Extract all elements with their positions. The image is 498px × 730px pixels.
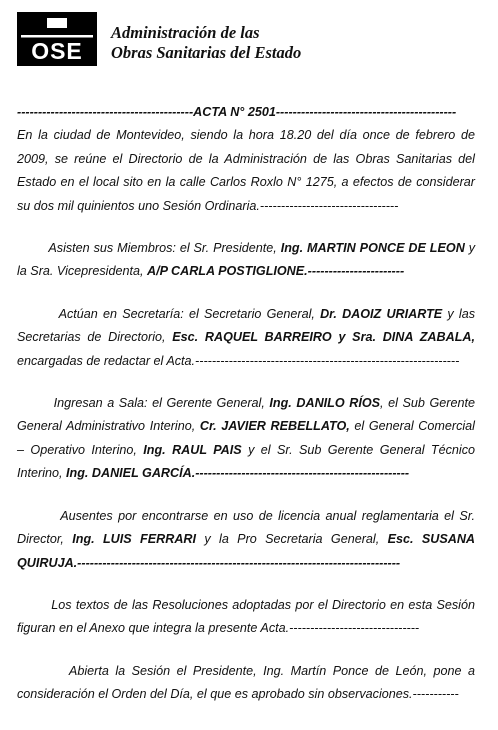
comercial-name: Ing. RAUL PAIS bbox=[143, 442, 242, 457]
manager-name: Ing. DANILO RÍOS bbox=[269, 396, 381, 411]
text: y las Secretarias de Directorio, bbox=[17, 306, 475, 345]
textos-paragraph bbox=[17, 594, 475, 641]
subgerente-admin-name: Cr. JAVIER REBELLATO, bbox=[199, 419, 350, 434]
acta-title: ------------------------------------------ACTA N° 2501------------------------------------------- bbox=[17, 105, 457, 119]
ose-logo bbox=[17, 12, 97, 66]
tecnico-name: Ing. DANIEL GARCÍA.--------------------------------------------------- bbox=[66, 466, 410, 481]
text: Abierta la Sesión el Presidente, Ing. Martín Ponce de León, pone a consideración el Orden del Día, el que es aprobado sin observaciones.----------- bbox=[17, 663, 475, 702]
prosecretary-name: Esc. SUSANA QUIRUJA.----------------------------------------------------------------------------- bbox=[17, 532, 476, 570]
secretaries-names: Esc. RAQUEL BARREIRO y Sra. DINA ZABALA, bbox=[172, 330, 476, 345]
text: encargadas de redactar el Acta.--------------------------------------------------------------- bbox=[17, 353, 460, 368]
director-name: Ing. LUIS FERRARI bbox=[72, 532, 197, 547]
ausentes-paragraph bbox=[17, 505, 475, 575]
acta-body bbox=[17, 101, 475, 707]
text: y el Sr. Sub Gerente General Técnico Interino, bbox=[17, 442, 475, 481]
org-line-2: Obras Sanitarias del Estado bbox=[111, 43, 302, 62]
text: y la Pro Secretaria General, bbox=[196, 532, 388, 547]
actuan-paragraph bbox=[17, 303, 475, 373]
ingresan-paragraph bbox=[17, 392, 475, 486]
abierta-paragraph bbox=[17, 660, 475, 707]
intro-paragraph: En la ciudad de Montevideo, siendo la hora 18.20 del día once de febrero de 2009, se reúne el Directorio de la Administración de las Obras Sanitarias del Estado en el local sito en la calle Carlos Roxlo N° 1275, a efectos de considerar su dos mil quinientos uno Sesión Ordinaria.--------------------------------- bbox=[17, 128, 475, 213]
text: Los textos de las Resoluciones adoptadas por el Directorio en esta Sesión figuran en el Anexo que integra la presente Acta.------------------------------- bbox=[17, 597, 475, 636]
organization-name bbox=[111, 23, 301, 63]
vicepresident-name: A/P CARLA POSTIGLIONE.----------------------- bbox=[146, 264, 405, 279]
logo-text: OSE bbox=[31, 38, 83, 64]
text: Ausentes por encontrarse en uso de licencia anual reglamentaria el Sr. Director, bbox=[17, 508, 475, 547]
president-name: Ing. MARTIN PONCE DE LEON bbox=[280, 241, 465, 256]
text: Ingresan a Sala: el Gerente General, bbox=[53, 396, 270, 411]
text: y la Sra. Vicepresidenta, bbox=[17, 241, 476, 279]
secretary-name: Dr. DAOIZ URIARTE bbox=[320, 306, 443, 321]
text: , el Sub Gerente General Administrativo Interino, bbox=[17, 396, 475, 434]
text: el General Comercial – Operativo Interino, bbox=[17, 419, 475, 457]
org-line-1: Administración de las bbox=[111, 23, 260, 42]
text: Asisten sus Miembros: el Sr. Presidente, bbox=[48, 241, 281, 256]
letterhead bbox=[17, 12, 301, 72]
asisten-paragraph bbox=[17, 237, 475, 284]
text: Actúan en Secretaría: el Secretario General, bbox=[58, 306, 321, 321]
